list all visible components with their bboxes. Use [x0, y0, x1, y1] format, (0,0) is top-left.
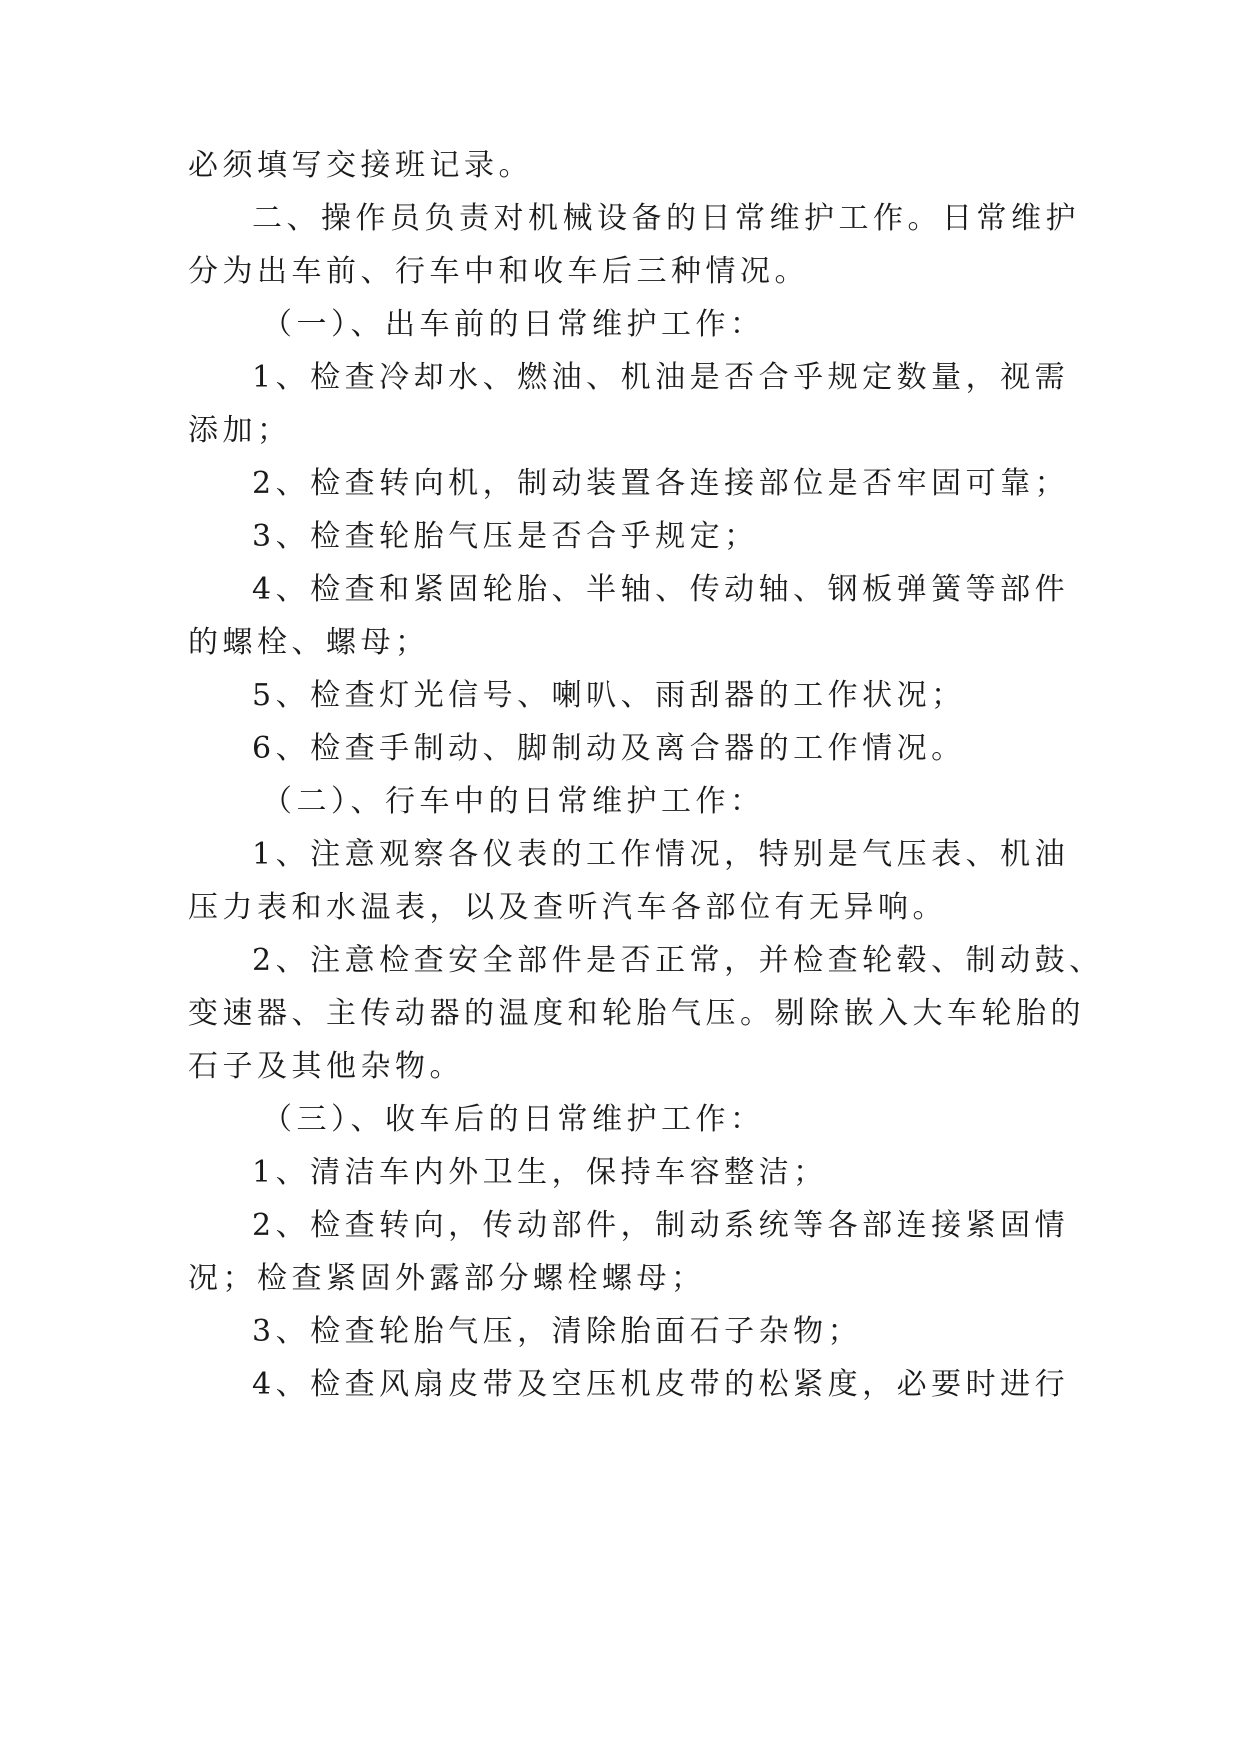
text-line: 变速器、主传动器的温度和轮胎气压。剔除嵌入大车轮胎的 — [188, 996, 1085, 1031]
text-line: 1、注意观察各仪表的工作情况，特别是气压表、机油 — [252, 837, 1070, 872]
text-line: 分为出车前、行车中和收车后三种情况。 — [188, 254, 809, 289]
text-line: 2、检查转向机，制动装置各连接部位是否牢固可靠； — [252, 466, 1070, 501]
section-heading: （二）、行车中的日常维护工作： — [262, 784, 765, 819]
text-line: 况；检查紧固外露部分螺栓螺母； — [188, 1261, 706, 1296]
text-line: 压力表和水温表，以及查听汽车各部位有无异响。 — [188, 890, 947, 925]
section-heading: （一）、出车前的日常维护工作： — [262, 307, 765, 342]
text-line: 的螺栓、螺母； — [188, 625, 430, 660]
text-line: 6、检查手制动、脚制动及离合器的工作情况。 — [252, 731, 966, 766]
text-line: 二、操作员负责对机械设备的日常维护工作。日常维护 — [252, 201, 1080, 236]
text-line: 2、注意检查安全部件是否正常，并检查轮毂、制动鼓、 — [252, 943, 1104, 978]
text-line: 1、清洁车内外卫生，保持车容整洁； — [252, 1155, 828, 1190]
text-line: 添加； — [188, 413, 292, 448]
text-line: 石子及其他杂物。 — [188, 1049, 464, 1084]
text-line: 2、检查转向，传动部件，制动系统等各部连接紧固情 — [252, 1208, 1070, 1243]
text-line: 4、检查和紧固轮胎、半轴、传动轴、钢板弹簧等部件 — [252, 572, 1070, 607]
text-line: 1、检查冷却水、燃油、机油是否合乎规定数量，视需 — [252, 360, 1070, 395]
section-heading: （三）、收车后的日常维护工作： — [262, 1102, 765, 1137]
text-line: 3、检查轮胎气压是否合乎规定； — [252, 519, 759, 554]
text-line: 4、检查风扇皮带及空压机皮带的松紧度，必要时进行 — [252, 1367, 1070, 1402]
text-line: 5、检查灯光信号、喇叭、雨刮器的工作状况； — [252, 678, 966, 713]
text-line: 3、检查轮胎气压，清除胎面石子杂物； — [252, 1314, 863, 1349]
text-line: 必须填写交接班记录。 — [188, 148, 533, 183]
